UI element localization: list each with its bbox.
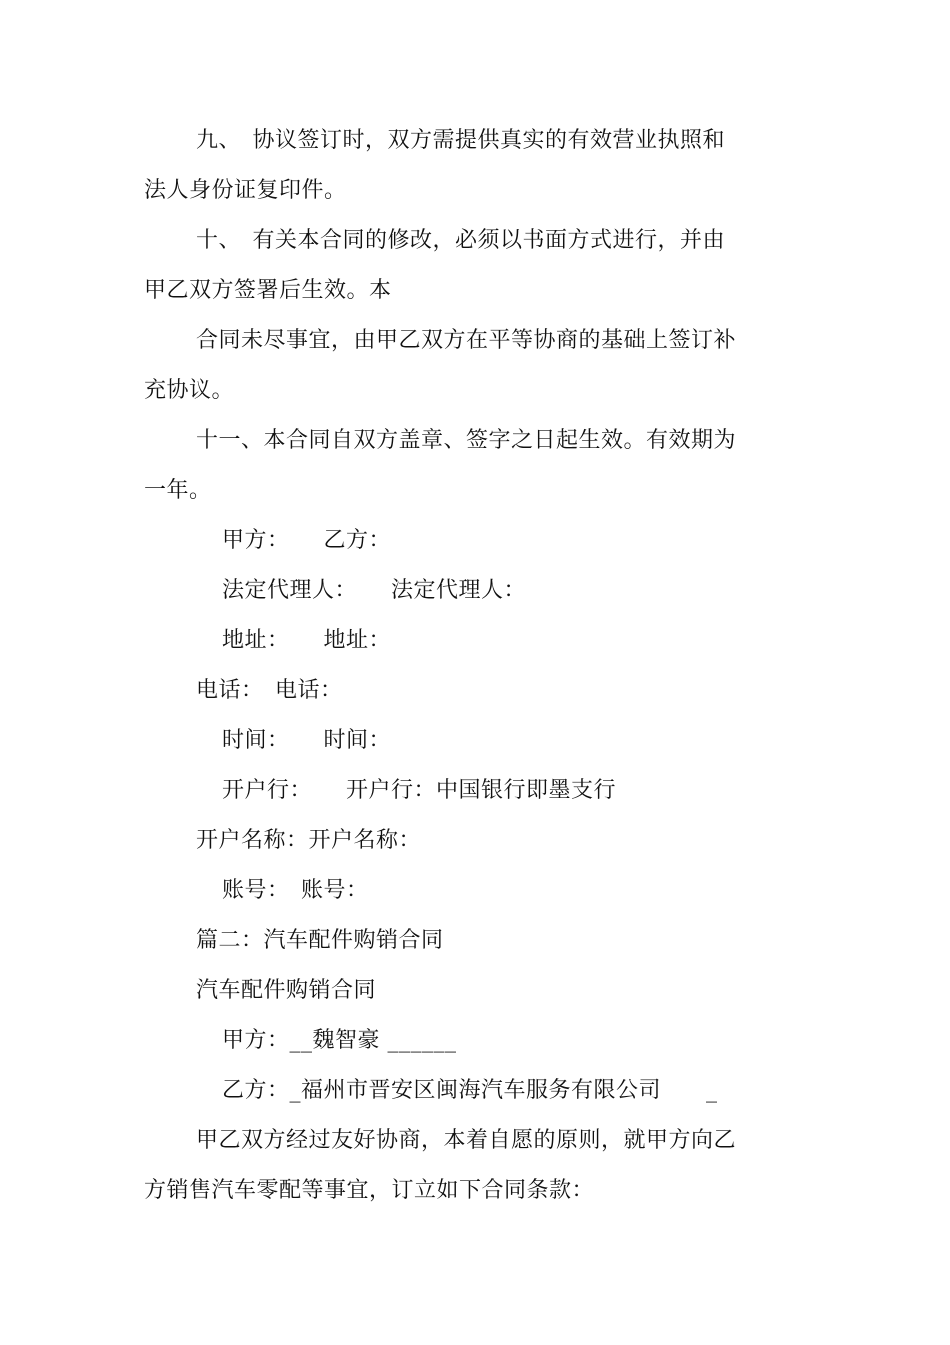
legal-representative-labels: 法定代理人： 法定代理人： bbox=[222, 578, 527, 603]
party-b-line: 乙方：_福州市晋安区闽海汽车服务有限公司 _ bbox=[222, 1078, 718, 1103]
clause-9-line-2: 法人身份证复印件。 bbox=[144, 178, 347, 203]
address-labels: 地址： 地址： bbox=[222, 628, 392, 653]
party-a-line: 甲方：__魏智豪 ______ bbox=[222, 1028, 457, 1053]
bank-labels: 开户行： 开户行：中国银行即墨支行 bbox=[222, 778, 617, 803]
date-labels: 时间： 时间： bbox=[222, 728, 392, 753]
clause-10-line-1: 十、 有关本合同的修改，必须以书面方式进行，并由 bbox=[196, 228, 726, 253]
account-number-labels: 账号： 账号： bbox=[222, 878, 369, 903]
contract-title: 汽车配件购销合同 bbox=[196, 978, 377, 1003]
intro-line-1: 甲乙双方经过友好协商，本着自愿的原则，就甲方向乙 bbox=[196, 1128, 737, 1153]
clause-11-line-2: 一年。 bbox=[144, 478, 212, 503]
intro-line-2: 方销售汽车零配等事宜，订立如下合同条款： bbox=[144, 1178, 595, 1203]
clause-9-line-1: 九、 协议签订时，双方需提供真实的有效营业执照和 bbox=[196, 128, 726, 153]
phone-labels: 电话： 电话： bbox=[196, 678, 343, 703]
supplement-line-2: 充协议。 bbox=[144, 378, 235, 403]
section-two-heading: 篇二：汽车配件购销合同 bbox=[196, 928, 444, 953]
clause-11-line-1: 十一、本合同自双方盖章、签字之日起生效。有效期为 bbox=[196, 428, 737, 453]
account-name-labels: 开户名称：开户名称： bbox=[196, 828, 422, 853]
supplement-line-1: 合同未尽事宜，由甲乙双方在平等协商的基础上签订补 bbox=[196, 328, 737, 353]
clause-10-line-2: 甲乙双方签署后生效。本 bbox=[144, 278, 392, 303]
party-labels: 甲方： 乙方： bbox=[222, 528, 392, 553]
